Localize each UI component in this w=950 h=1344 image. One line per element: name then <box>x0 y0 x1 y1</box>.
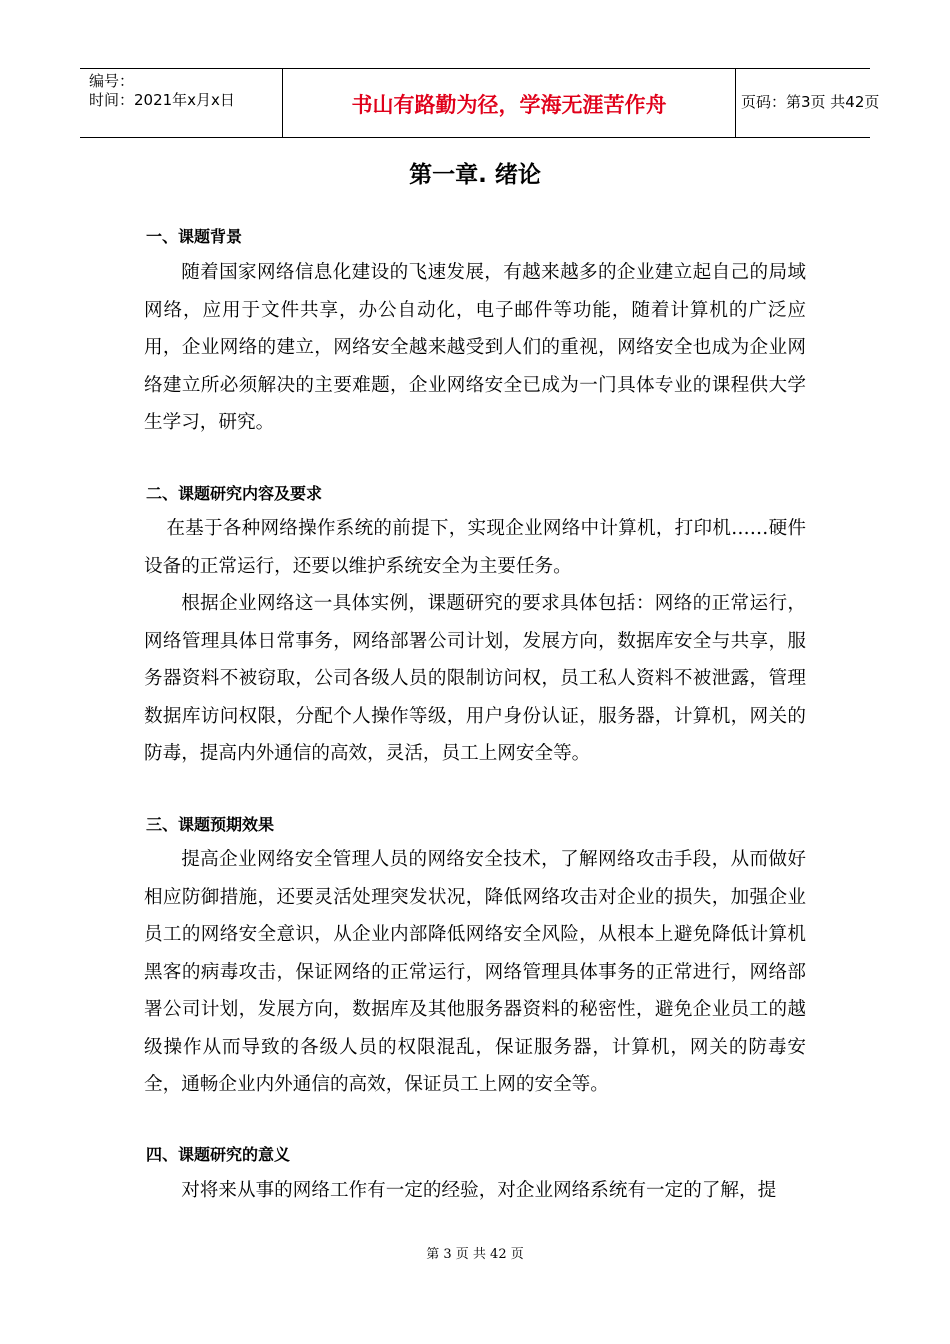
header-info-cell <box>80 69 282 137</box>
section-heading-significance: 四、课题研究的意义 <box>146 1145 291 1164</box>
section-heading-expected: 三、课题预期效果 <box>146 815 275 834</box>
document-time-label: 时间：2021年x月x日 <box>89 91 235 109</box>
paragraph-background: 随着国家网络信息化建设的飞速发展，有越来越多的企业建立起自己的局域网络，应用于文件共享，办公自动化，电子邮件等功能，随着计算机的广泛应用，企业网络的建立，网络安全越来越受到人们的重视，网络安全也成为企业网络建立所必须解决的主要难题，企业网络安全已成为一门具体专业的课程供大学生学习，研究。 <box>144 262 806 433</box>
paragraph-significance: 对将来从事的网络工作有一定的经验，对企业网络系统有一定的了解，提 <box>181 1180 777 1201</box>
paragraph-content-2: 根据企业网络这一具体实例，课题研究的要求具体包括：网络的正常运行，网络管理具体日常事务，网络部署公司计划，发展方向，数据库安全与共享，服务器资料不被窃取，公司各级人员的限制访问权，员工私人资料不被泄露，管理数据库访问权限，分配个人操作等级，用户身份认证，服务器，计算机，网关的防毒，提高内外通信的高效，灵活，员工上网安全等。 <box>144 593 806 764</box>
section-heading-content: 二、课题研究内容及要求 <box>146 484 323 503</box>
page-footer: 第 3 页 共 42 页 <box>426 1247 524 1262</box>
document-number-label: 编号： <box>89 72 135 90</box>
paragraph-content-1: 在基于各种网络操作系统的前提下，实现企业网络中计算机，打印机……硬件设备的正常运行，还要以维护系统安全为主要任务。 <box>144 518 806 577</box>
header-motto-cell <box>282 69 736 137</box>
header-motto: 书山有路勤为径，学海无涯苦作舟 <box>351 93 667 117</box>
header-page-info: 页码：第3页 共42页 <box>741 93 880 111</box>
header-table <box>80 68 880 138</box>
chapter-title: 第一章. 绪论 <box>409 162 541 188</box>
section-heading-background: 一、课题背景 <box>146 227 243 246</box>
header-page-cell <box>735 69 880 137</box>
paragraph-expected: 提高企业网络安全管理人员的网络安全技术，了解网络攻击手段，从而做好相应防御措施，还要灵活处理突发状况，降低网络攻击对企业的损失，加强企业员工的网络安全意识，从企业内部降低网络安全风险，从根本上避免降低计算机黑客的病毒攻击，保证网络的正常运行，网络管理具体事务的正常进行，网络部署公司计划，发展方向，数据库及其他服务器资料的秘密性，避免企业员工的越级操作从而导致的各级人员的权限混乱，保证服务器，计算机，网关的防毒安全，通畅企业内外通信的高效，保证员工上网的安全等。 <box>144 849 806 1095</box>
